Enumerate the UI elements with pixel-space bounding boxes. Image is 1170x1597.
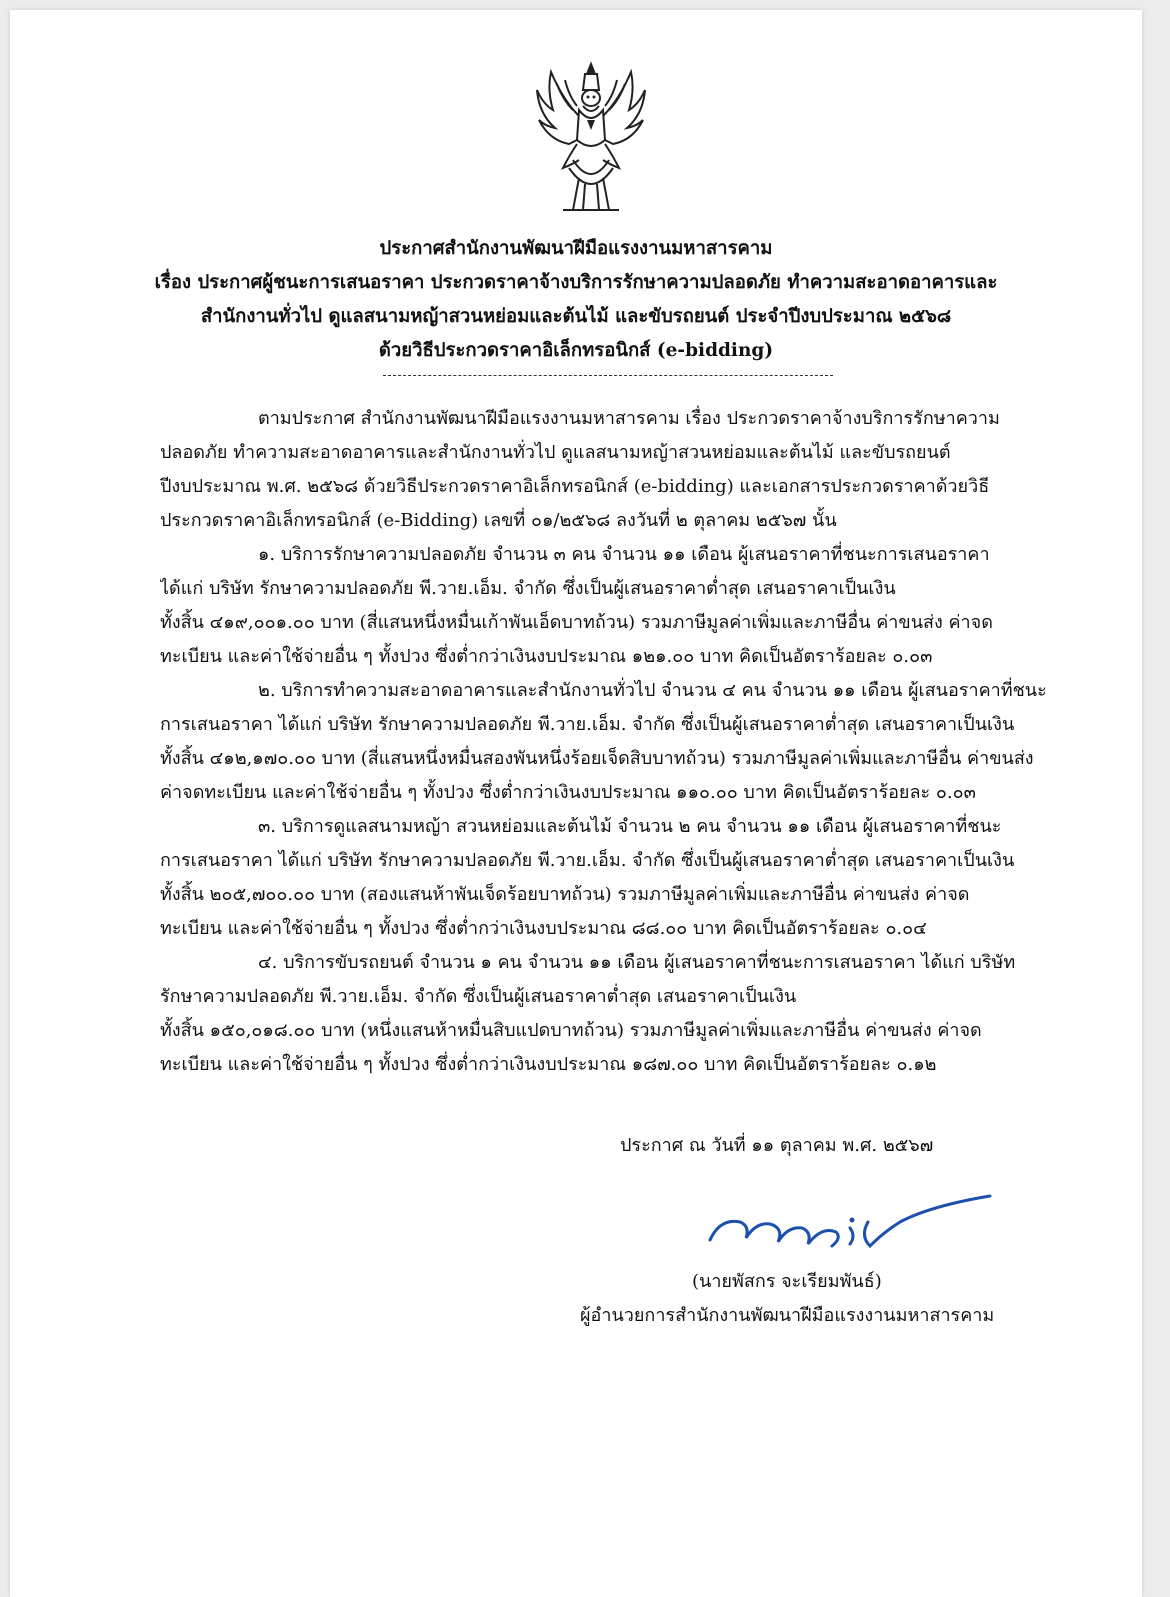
text-line: ทั้งสิ้น ๑๕๐,๐๑๘.๐๐ บาท (หนึ่งแสนห้าหมื่นสิบแปดบาทถ้วน) รวมภาษีมูลค่าเพิ่มและภาษีอื่น ค่าขนส่ง ค่าจด: [160, 1020, 982, 1041]
title-line: ประกาศสำนักงานพัฒนาฝีมือแรงงานมหาสารคาม: [379, 238, 773, 259]
text-line: ๑. บริการรักษาความปลอดภัย จำนวน ๓ คน จำนวน ๑๑ เดือน ผู้เสนอราคาที่ชนะการเสนอราคา: [258, 544, 990, 565]
text-line: ตามประกาศ สำนักงานพัฒนาฝีมือแรงงานมหาสารคาม เรื่อง ประกวดราคาจ้างบริการรักษาความ: [258, 408, 1000, 429]
text-line: รักษาความปลอดภัย พี.วาย.เอ็ม. จำกัด ซึ่งเป็นผู้เสนอราคาต่ำสุด เสนอราคาเป็นเงิน: [160, 986, 797, 1007]
signer-name: (นายพัสกร จะเรียมพันธ์): [692, 1271, 882, 1292]
announcement-title: [110, 232, 1042, 368]
text-line: ทั้งสิ้น ๔๑๙,๐๐๑.๐๐ บาท (สี่แสนหนึ่งหมื่นเก้าพันเอ็ดบาทถ้วน) รวมภาษีมูลค่าเพิ่มและภาษีอื่น ค่าขนส่ง ค่าจด: [160, 612, 993, 633]
text-line: ๓. บริการดูแลสนามหญ้า สวนหย่อมและต้นไม้ จำนวน ๒ คน จำนวน ๑๑ เดือน ผู้เสนอราคาที่ชนะ: [258, 816, 1002, 837]
intro-paragraph: [160, 402, 1060, 538]
item-3-paragraph: [160, 810, 1060, 946]
text-line: ทะเบียน และค่าใช้จ่ายอื่น ๆ ทั้งปวง ซึ่งต่ำกว่าเงินงบประมาณ ๑๒๑.๐๐ บาท คิดเป็นอัตราร้อยละ ๐.๐๓: [160, 646, 933, 667]
text-line: ๒. บริการทำความสะอาดอาคารและสำนักงานทั่วไป จำนวน ๔ คน จำนวน ๑๑ เดือน ผู้เสนอราคาที่ชนะ: [258, 680, 1047, 701]
text-line: ทะเบียน และค่าใช้จ่ายอื่น ๆ ทั้งปวง ซึ่งต่ำกว่าเงินงบประมาณ ๑๘๗.๐๐ บาท คิดเป็นอัตราร้อยละ ๐.๑๒: [160, 1054, 937, 1075]
announcement-date: ประกาศ ณ วันที่ ๑๑ ตุลาคม พ.ศ. ๒๕๖๗: [620, 1135, 934, 1156]
signer-title: ผู้อำนวยการสำนักงานพัฒนาฝีมือแรงงานมหาสารคาม: [580, 1305, 995, 1326]
item-4-paragraph: [160, 946, 1060, 1082]
item-1-paragraph: [160, 538, 1060, 674]
text-line: ปีงบประมาณ พ.ศ. ๒๕๖๘ ด้วยวิธีประกวดราคาอิเล็กทรอนิกส์ (e-bidding) และเอกสารประกวดราคาด้วยวิธี: [160, 476, 990, 497]
announcement-body: [160, 402, 1060, 1082]
title-line: สำนักงานทั่วไป ดูแลสนามหญ้าสวนหย่อมและต้นไม้ และขับรถยนต์ ประจำปีงบประมาณ ๒๕๖๘: [200, 306, 952, 327]
dashed-divider: [383, 375, 833, 376]
title-line: ด้วยวิธีประกวดราคาอิเล็กทรอนิกส์ (e-bidding): [378, 340, 774, 361]
text-line: ค่าจดทะเบียน และค่าใช้จ่ายอื่น ๆ ทั้งปวง ซึ่งต่ำกว่าเงินงบประมาณ ๑๑๐.๐๐ บาท คิดเป็นอัตราร้อยละ ๐.๐๓: [160, 782, 976, 803]
text-line: ปลอดภัย ทำความสะอาดอาคารและสำนักงานทั่วไป ดูแลสนามหญ้าสวนหย่อมและต้นไม้ และขับรถยนต์: [160, 442, 951, 463]
text-line: ทั้งสิ้น ๔๑๒,๑๗๐.๐๐ บาท (สี่แสนหนึ่งหมื่นสองพันหนึ่งร้อยเจ็ดสิบบาทถ้วน) รวมภาษีมูลค่าเพิ่มและภาษีอื่น ค่าขนส่ง: [160, 748, 1034, 769]
title-line: เรื่อง ประกาศผู้ชนะการเสนอราคา ประกวดราคาจ้างบริการรักษาความปลอดภัย ทำความสะอาดอาคารและ: [154, 272, 998, 293]
item-2-paragraph: [160, 674, 1060, 810]
text-line: ๔. บริการขับรถยนต์ จำนวน ๑ คน จำนวน ๑๑ เดือน ผู้เสนอราคาที่ชนะการเสนอราคา ได้แก่ บริษัท: [258, 952, 1016, 973]
text-line: การเสนอราคา ได้แก่ บริษัท รักษาความปลอดภัย พี.วาย.เอ็ม. จำกัด ซึ่งเป็นผู้เสนอราคาต่ำสุด เสนอราคาเป็นเงิน: [160, 714, 1015, 735]
text-line: ทั้งสิ้น ๒๐๕,๗๐๐.๐๐ บาท (สองแสนห้าพันเจ็ดร้อยบาทถ้วน) รวมภาษีมูลค่าเพิ่มและภาษีอื่น ค่าขนส่ง ค่าจด: [160, 884, 970, 905]
document-page: [10, 10, 1142, 1597]
garuda-emblem-icon: [533, 60, 649, 214]
text-line: ทะเบียน และค่าใช้จ่ายอื่น ๆ ทั้งปวง ซึ่งต่ำกว่าเงินงบประมาณ ๘๘.๐๐ บาท คิดเป็นอัตราร้อยละ ๐.๐๔: [160, 918, 927, 939]
text-line: ประกวดราคาอิเล็กทรอนิกส์ (e-Bidding) เลขที่ ๐๑/๒๕๖๘ ลงวันที่ ๒ ตุลาคม ๒๕๖๗ นั้น: [160, 510, 837, 531]
text-line: ได้แก่ บริษัท รักษาความปลอดภัย พี.วาย.เอ็ม. จำกัด ซึ่งเป็นผู้เสนอราคาต่ำสุด เสนอราคาเป็นเงิน: [160, 578, 896, 599]
text-line: การเสนอราคา ได้แก่ บริษัท รักษาความปลอดภัย พี.วาย.เอ็ม. จำกัด ซึ่งเป็นผู้เสนอราคาต่ำสุด เสนอราคาเป็นเงิน: [160, 850, 1015, 871]
handwritten-signature-icon: [700, 1192, 1000, 1262]
